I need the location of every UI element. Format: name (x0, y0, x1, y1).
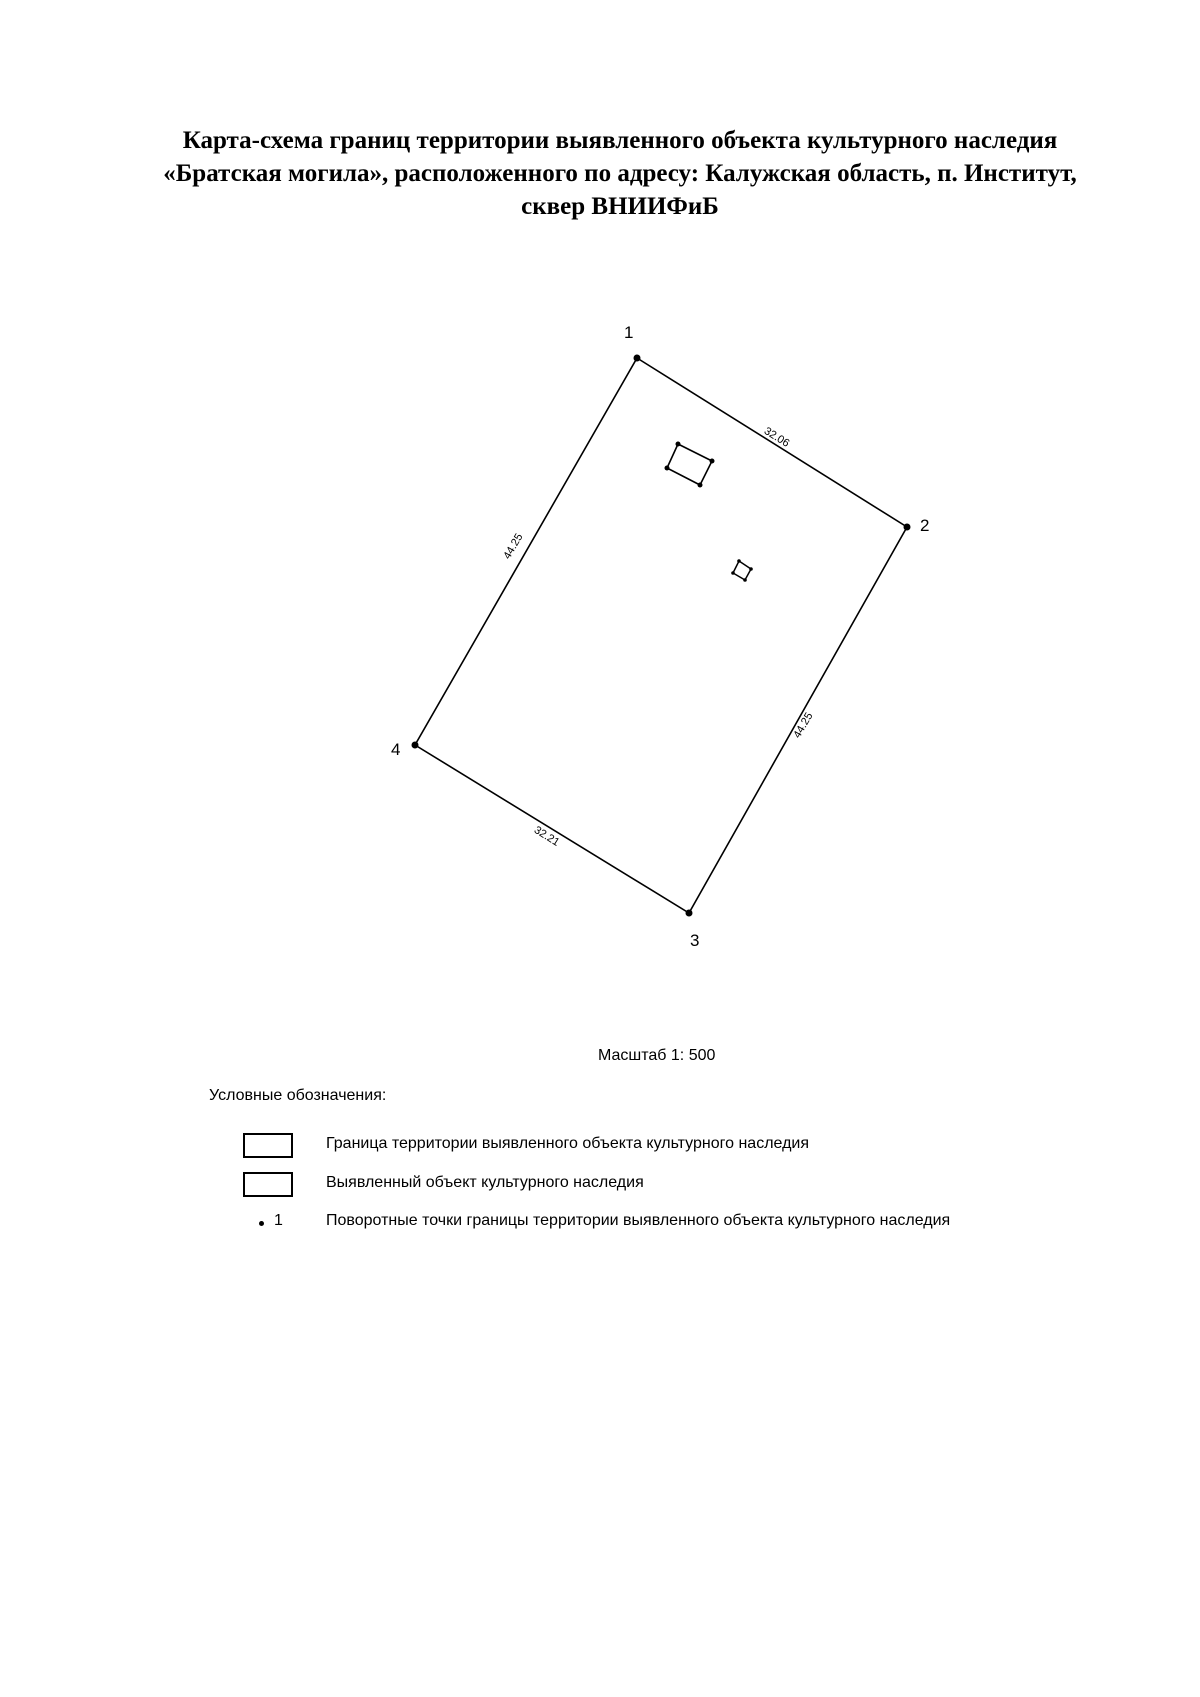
legend-boundary-text: Граница территории выявленного объекта культурного наследия (326, 1135, 810, 1152)
point-label-2: 2 (920, 516, 930, 535)
turning-point-3 (686, 910, 693, 917)
map-scale: Масштаб 1: 500 (598, 1047, 716, 1064)
title-line-3: сквер ВНИИФиБ (521, 193, 719, 220)
legend-item-points (0, 1212, 1200, 1242)
title-line-1: Карта-схема границ территории выявленного объекта культурного наследия (182, 127, 1058, 154)
turning-point-4 (412, 742, 419, 749)
territory-boundary (415, 358, 907, 913)
turning-point-2 (904, 524, 911, 531)
point-label-3: 3 (690, 931, 700, 950)
turning-point-1 (634, 355, 641, 362)
legend-title: Условные обозначения: (209, 1087, 387, 1104)
legend-boundary-symbol (243, 1133, 293, 1158)
point-label-4: 4 (391, 740, 401, 759)
legend-object-text: Выявленный объект культурного наследия (326, 1174, 644, 1191)
edge-length-4-1: 44.25 (501, 531, 526, 562)
heritage-object-marker (733, 561, 751, 580)
legend-object-symbol (243, 1172, 293, 1197)
title-line-2: «Братская могила», расположенного по адресу: Калужская область, п. Институт, (163, 160, 1077, 187)
edge-length-1-2: 32.06 (761, 425, 792, 450)
heritage-object-grave-vertices (665, 442, 715, 488)
legend-item-boundary (0, 1133, 1200, 1163)
edge-length-2-3: 44.25 (791, 710, 816, 741)
legend-item-object (0, 1172, 1200, 1202)
legend-points-text: Поворотные точки границы территории выявленного объекта культурного наследия (326, 1212, 951, 1229)
heritage-object-grave (667, 444, 712, 485)
legend-point-symbol (259, 1221, 264, 1226)
point-label-1: 1 (624, 323, 634, 342)
edge-length-3-4: 32.21 (531, 824, 562, 849)
legend-point-number: 1 (274, 1212, 283, 1229)
